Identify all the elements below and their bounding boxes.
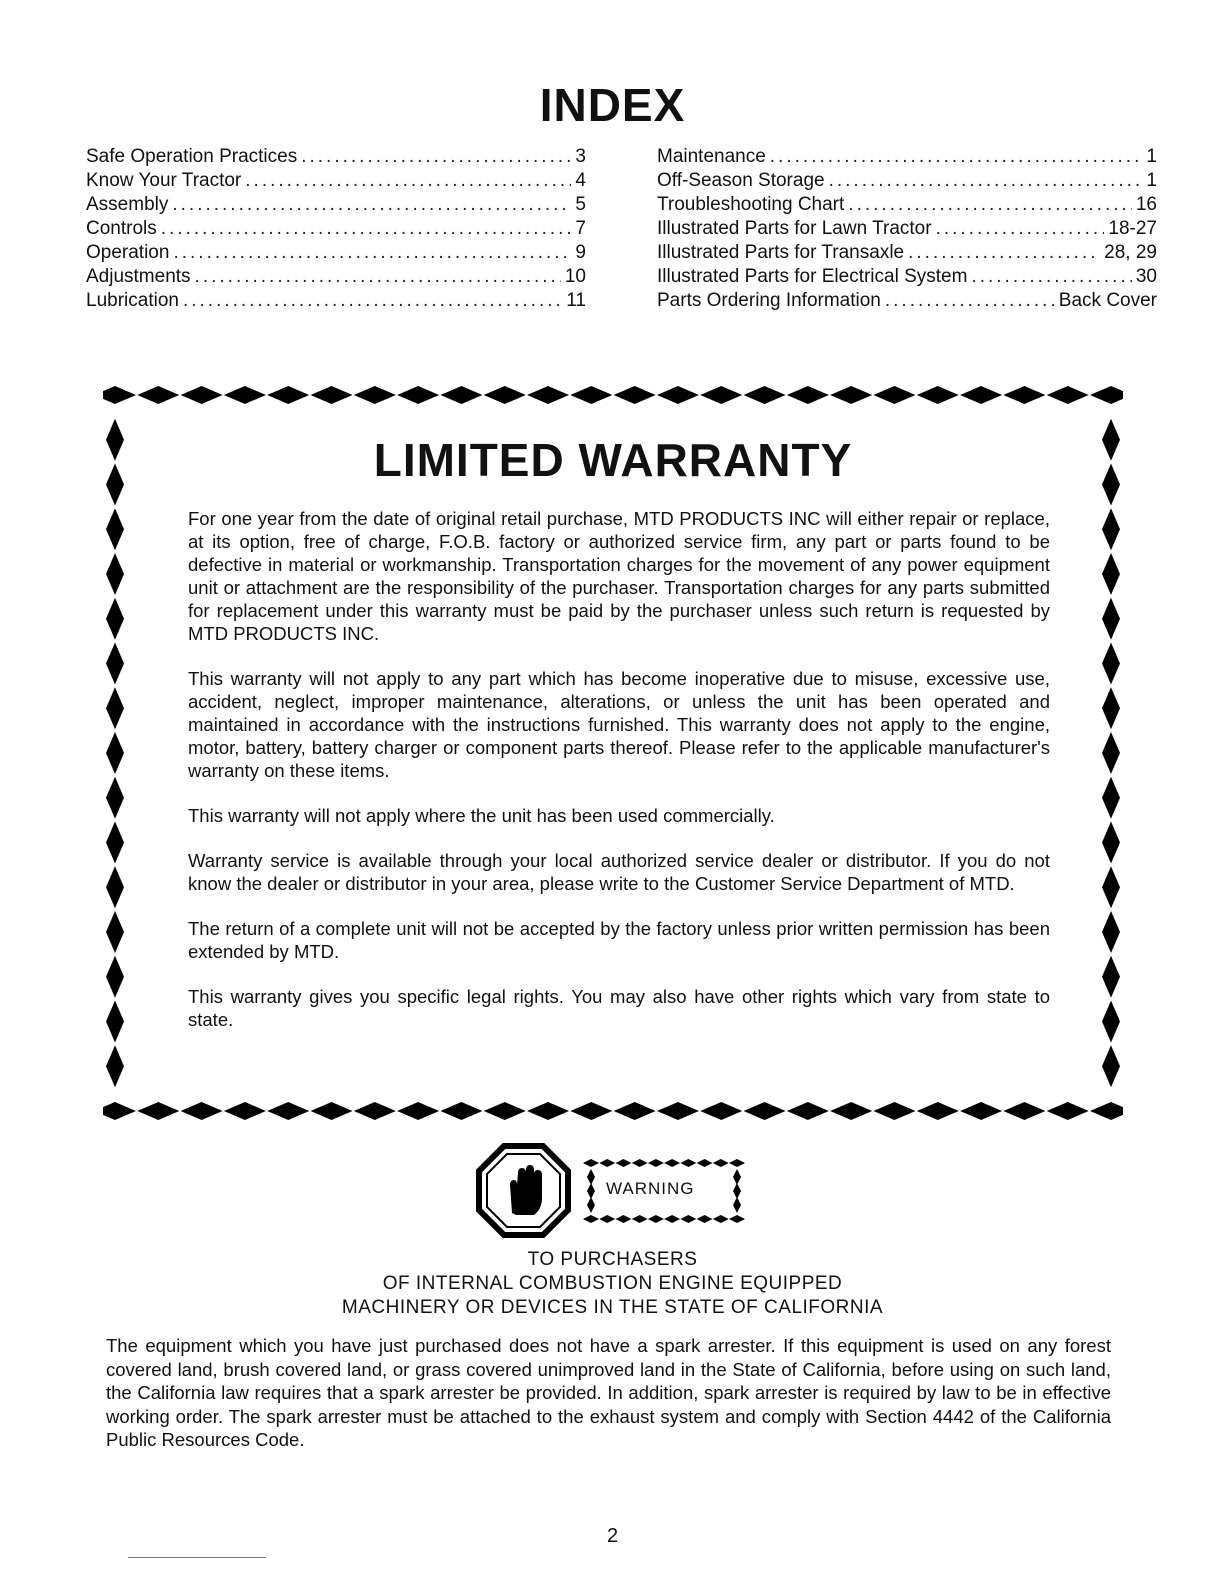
index-entry-label: Parts Ordering Information bbox=[657, 290, 881, 311]
border-diamond bbox=[1047, 386, 1089, 404]
index-entry-label: Illustrated Parts for Lawn Tractor bbox=[657, 218, 932, 239]
border-diamond bbox=[106, 822, 124, 864]
warranty-paragraph: Warranty service is available through your local authorized service dealer or distributor. If you do not know the dealer or distributor in your area, please write to the Customer Service Department of MTD. bbox=[188, 850, 1050, 894]
border-diamond bbox=[311, 386, 353, 404]
index-entry-page: 11 bbox=[566, 290, 586, 311]
index-entry-page: 7 bbox=[575, 218, 586, 239]
border-diamond bbox=[648, 1159, 664, 1167]
border-diamond bbox=[1102, 822, 1120, 864]
border-diamond bbox=[106, 1045, 124, 1087]
border-diamond bbox=[397, 1102, 439, 1120]
border-diamond bbox=[830, 386, 872, 404]
border-diamond bbox=[657, 386, 699, 404]
border-diamond bbox=[587, 1197, 595, 1213]
border-diamond bbox=[1090, 386, 1123, 404]
border-diamond bbox=[614, 386, 656, 404]
california-warning-text: The equipment which you have just purchased does not have a spark arrester. If this equipment is used on any forest covered land, brush covered land, or grass covered unimproved land in the State of California, before using on such land, the California law requires that a spark arrester be provided. In addition, spark arrester is required by law to be in effective working order. The spark arrester must be attached to the exhaust system and comply with Section 4442 of the California Public Resources Code. bbox=[106, 1335, 1111, 1450]
border-diamond bbox=[440, 386, 482, 404]
warranty-paragraph: This warranty will not apply to any part which has become inoperative due to misuse, excessive use, accident, neglect, improper maintenance, alterations, or unless the unit has been operated and maintained in accordance with the instructions furnished. This warranty does not apply to the engine, motor, battery, battery charger or component parts thereof. Please refer to the applicable manufacturer's warranty on these items. bbox=[188, 668, 1050, 781]
index-entry bbox=[86, 217, 586, 241]
index-entry bbox=[657, 145, 1157, 169]
index-entry bbox=[86, 289, 586, 313]
index-entry bbox=[657, 241, 1157, 265]
border-diamond bbox=[729, 1215, 745, 1223]
warranty-paragraph: The return of a complete unit will not be accepted by the factory unless prior written permission has been extended by MTD. bbox=[188, 918, 1050, 962]
index-entry bbox=[86, 265, 586, 289]
border-diamond bbox=[873, 1102, 915, 1120]
border-diamond bbox=[614, 1102, 656, 1120]
border-diamond bbox=[106, 687, 124, 729]
border-diamond bbox=[615, 1159, 631, 1167]
border-diamond bbox=[106, 1001, 124, 1043]
border-diamond bbox=[267, 386, 309, 404]
border-diamond bbox=[1102, 866, 1120, 908]
index-entry-page: 10 bbox=[564, 266, 586, 287]
california-warning-heading bbox=[0, 1248, 1225, 1320]
border-diamond bbox=[632, 1159, 648, 1167]
index-entry-page: 3 bbox=[575, 146, 586, 167]
border-diamond bbox=[657, 1102, 699, 1120]
footer-rule bbox=[128, 1557, 266, 1558]
border-diamond bbox=[917, 386, 959, 404]
index-entry-page: 5 bbox=[575, 194, 586, 215]
border-diamond bbox=[729, 1159, 745, 1167]
index-entry-label: Illustrated Parts for Electrical System bbox=[657, 266, 968, 287]
border-diamond bbox=[106, 598, 124, 640]
border-diamond bbox=[960, 386, 1002, 404]
heading-line: MACHINERY OR DEVICES IN THE STATE OF CALIFORNIA bbox=[341, 1297, 884, 1318]
warranty-paragraph: This warranty will not apply where the unit has been used commercially. bbox=[188, 805, 775, 826]
index-entry bbox=[86, 169, 586, 193]
index-entry-label: Troubleshooting Chart bbox=[657, 194, 845, 215]
border-diamond bbox=[106, 553, 124, 595]
border-diamond bbox=[1047, 1102, 1089, 1120]
border-diamond bbox=[700, 1102, 742, 1120]
border-diamond bbox=[570, 386, 612, 404]
index-entry-page: 1 bbox=[1146, 170, 1157, 191]
border-diamond bbox=[733, 1183, 741, 1199]
warranty-paragraph: For one year from the date of original retail purchase, MTD PRODUCTS INC will either repair or replace, at its option, free of charge, F.O.B. factory or authorized service firm, any part or parts found to be defective in material or workmanship. Transportation charges for the movement of any power equipment unit or attachment are the responsibility of the purchaser. Transportation charges for any parts submitted for replacement under this warranty must be paid by the purchaser unless such return is requested by MTD PRODUCTS INC. bbox=[188, 508, 1050, 644]
border-diamond bbox=[1003, 386, 1045, 404]
border-diamond bbox=[1102, 777, 1120, 819]
border-diamond bbox=[397, 386, 439, 404]
border-diamond bbox=[587, 1183, 595, 1199]
index-entry bbox=[657, 289, 1157, 313]
index-right-column bbox=[657, 145, 1157, 313]
border-diamond bbox=[680, 1215, 696, 1223]
heading-line: OF INTERNAL COMBUSTION ENGINE EQUIPPED bbox=[382, 1273, 843, 1294]
border-diamond bbox=[137, 386, 179, 404]
border-diamond bbox=[744, 1102, 786, 1120]
border-diamond bbox=[615, 1215, 631, 1223]
border-diamond bbox=[570, 1102, 612, 1120]
border-diamond bbox=[103, 1102, 136, 1120]
border-diamond bbox=[1102, 598, 1120, 640]
index-entry-label: Adjustments bbox=[86, 266, 191, 287]
border-diamond bbox=[787, 1102, 829, 1120]
index-entry bbox=[657, 169, 1157, 193]
index-entry-page: Back Cover bbox=[1058, 290, 1157, 311]
border-diamond bbox=[1090, 1102, 1123, 1120]
index-entry-page: 9 bbox=[575, 242, 586, 263]
border-diamond bbox=[106, 643, 124, 685]
border-diamond bbox=[267, 1102, 309, 1120]
border-diamond bbox=[106, 508, 124, 550]
border-diamond bbox=[713, 1159, 729, 1167]
index-title: INDEX bbox=[539, 79, 686, 131]
border-diamond bbox=[664, 1215, 680, 1223]
border-diamond bbox=[700, 386, 742, 404]
border-diamond bbox=[733, 1169, 741, 1185]
warranty-body bbox=[188, 507, 1050, 1053]
border-diamond bbox=[224, 1102, 266, 1120]
border-diamond bbox=[527, 386, 569, 404]
border-diamond bbox=[599, 1215, 615, 1223]
border-diamond bbox=[440, 1102, 482, 1120]
border-diamond bbox=[1102, 687, 1120, 729]
border-diamond bbox=[1102, 643, 1120, 685]
index-entry bbox=[657, 217, 1157, 241]
index-entry bbox=[657, 193, 1157, 217]
border-diamond bbox=[103, 386, 136, 404]
border-diamond bbox=[648, 1215, 664, 1223]
border-diamond bbox=[224, 386, 266, 404]
border-diamond bbox=[744, 386, 786, 404]
index-entry-label: Controls bbox=[86, 218, 157, 239]
index-entry-page: 16 bbox=[1135, 194, 1157, 215]
border-diamond bbox=[680, 1159, 696, 1167]
border-diamond bbox=[1102, 911, 1120, 953]
border-diamond bbox=[106, 911, 124, 953]
border-diamond bbox=[697, 1215, 713, 1223]
border-diamond bbox=[917, 1102, 959, 1120]
border-diamond bbox=[587, 1169, 595, 1185]
index-entry-label: Maintenance bbox=[657, 146, 766, 167]
border-diamond bbox=[664, 1159, 680, 1167]
index-entry-label: Illustrated Parts for Transaxle bbox=[657, 242, 905, 263]
border-diamond bbox=[1102, 1045, 1120, 1087]
index-left-column bbox=[86, 145, 586, 313]
index-entry-label: Safe Operation Practices bbox=[86, 146, 298, 167]
border-diamond bbox=[106, 956, 124, 998]
border-diamond bbox=[311, 1102, 353, 1120]
index-entry-page: 28, 29 bbox=[1104, 242, 1157, 263]
border-diamond bbox=[484, 1102, 526, 1120]
border-diamond bbox=[960, 1102, 1002, 1120]
index-entry-label: Off-Season Storage bbox=[657, 170, 825, 191]
index-entry-label: Assembly bbox=[86, 194, 169, 215]
border-diamond bbox=[106, 866, 124, 908]
warning-block bbox=[476, 1143, 776, 1238]
border-diamond bbox=[697, 1159, 713, 1167]
border-diamond bbox=[1102, 508, 1120, 550]
border-diamond bbox=[106, 777, 124, 819]
index-entry bbox=[86, 193, 586, 217]
border-diamond bbox=[787, 386, 829, 404]
index-entry-label: Operation bbox=[86, 242, 170, 263]
page-number: 2 bbox=[606, 1525, 619, 1547]
border-diamond bbox=[354, 1102, 396, 1120]
heading-line: TO PURCHASERS bbox=[527, 1249, 698, 1270]
index-entry-page: 30 bbox=[1135, 266, 1157, 287]
index-entry-page: 1 bbox=[1146, 146, 1157, 167]
border-diamond bbox=[713, 1215, 729, 1223]
border-diamond bbox=[527, 1102, 569, 1120]
border-diamond bbox=[1102, 553, 1120, 595]
border-diamond bbox=[181, 386, 223, 404]
index-entry-label: Know Your Tractor bbox=[86, 170, 242, 191]
border-diamond bbox=[106, 732, 124, 774]
border-diamond bbox=[1102, 732, 1120, 774]
border-diamond bbox=[1102, 956, 1120, 998]
warning-label: WARNING bbox=[606, 1179, 695, 1198]
border-diamond bbox=[354, 386, 396, 404]
index-entry-label: Lubrication bbox=[86, 290, 179, 311]
border-diamond bbox=[599, 1159, 615, 1167]
index-entry-page: 18-27 bbox=[1108, 218, 1157, 239]
warranty-box bbox=[103, 383, 1123, 1123]
warranty-paragraph: This warranty gives you specific legal rights. You may also have other rights which vary from state to state. bbox=[188, 986, 1050, 1030]
border-diamond bbox=[137, 1102, 179, 1120]
warranty-title: LIMITED WARRANTY bbox=[373, 434, 853, 486]
border-diamond bbox=[484, 386, 526, 404]
index-entry bbox=[86, 241, 586, 265]
border-diamond bbox=[181, 1102, 223, 1120]
border-diamond bbox=[583, 1215, 599, 1223]
border-diamond bbox=[1003, 1102, 1045, 1120]
border-diamond bbox=[733, 1197, 741, 1213]
border-diamond bbox=[583, 1159, 599, 1167]
index-entry-page: 4 bbox=[575, 170, 586, 191]
border-diamond bbox=[632, 1215, 648, 1223]
index-entry bbox=[657, 265, 1157, 289]
border-diamond bbox=[830, 1102, 872, 1120]
stop-hand-icon bbox=[476, 1143, 571, 1238]
border-diamond bbox=[1102, 1001, 1120, 1043]
index-entry bbox=[86, 145, 586, 169]
border-diamond bbox=[873, 386, 915, 404]
